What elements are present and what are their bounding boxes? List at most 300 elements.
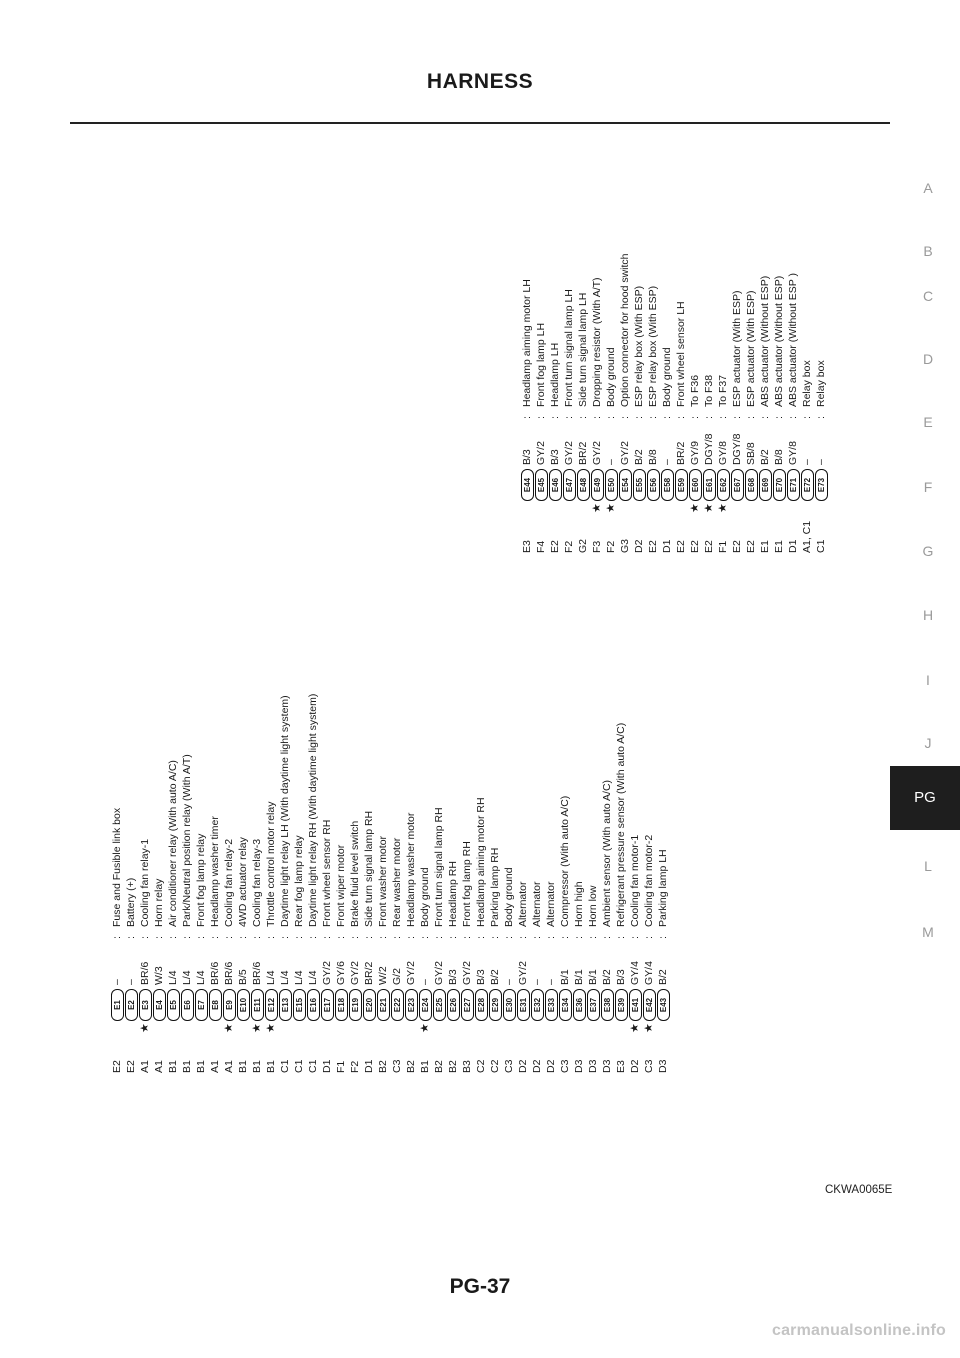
grid-location: B2 bbox=[447, 1060, 459, 1073]
connector-description: Refrigerant pressure sensor (With auto A/C) bbox=[615, 722, 627, 927]
connector-color-pins: – bbox=[815, 459, 827, 465]
connector-number-badge: E56 bbox=[647, 469, 660, 501]
grid-location: G2 bbox=[577, 538, 589, 553]
grid-location: A1 bbox=[223, 1060, 235, 1073]
connector-color-pins: B/3 bbox=[521, 449, 533, 465]
grid-location: D1 bbox=[787, 539, 799, 553]
index-tab-b[interactable]: B bbox=[923, 243, 933, 259]
connector-number-badge: E5 bbox=[167, 989, 180, 1021]
connector-description: Daytime light relay RH (With daytime light system) bbox=[307, 693, 319, 927]
connector-description: To F38 bbox=[703, 374, 715, 407]
connector-description: Body ground bbox=[661, 347, 673, 407]
connector-number-badge: E7 bbox=[195, 989, 208, 1021]
star-marker: ★ bbox=[139, 1023, 151, 1033]
connector-color-pins: GY/2 bbox=[517, 961, 529, 985]
connector-color-pins: – bbox=[419, 979, 431, 985]
connector-color-pins: B/2 bbox=[601, 969, 613, 985]
connector-number-badge: E70 bbox=[773, 469, 786, 501]
connector-number-badge: E44 bbox=[521, 469, 534, 501]
connector-color-pins: GY/2 bbox=[619, 441, 631, 465]
connector-number-badge: E61 bbox=[703, 469, 716, 501]
connector-description: Relay box bbox=[815, 360, 827, 407]
connector-color-pins: – bbox=[661, 459, 673, 465]
connector-description: Compressor (With auto A/C) bbox=[559, 795, 571, 927]
connector-description: Front wheel sensor RH bbox=[321, 819, 333, 927]
separator-colon: : bbox=[111, 936, 123, 939]
connector-description: Alternator bbox=[517, 881, 529, 927]
connector-description: Rear fog lamp relay bbox=[293, 835, 305, 927]
grid-location: C1 bbox=[307, 1059, 319, 1073]
grid-location: A1, C1 bbox=[801, 520, 813, 553]
connector-description: Headlamp washer timer bbox=[209, 816, 221, 927]
grid-location: D2 bbox=[517, 1059, 529, 1073]
separator-colon: : bbox=[633, 416, 645, 419]
connector-color-pins: B/3 bbox=[475, 969, 487, 985]
separator-colon: : bbox=[377, 936, 389, 939]
connector-description: Daytime light relay LH (With daytime light system) bbox=[279, 695, 291, 927]
connector-description: ESP actuator (With ESP) bbox=[745, 290, 757, 407]
connector-color-pins: B/2 bbox=[759, 449, 771, 465]
star-marker: ★ bbox=[689, 503, 701, 513]
grid-location: F3 bbox=[591, 540, 603, 553]
separator-colon: : bbox=[563, 416, 575, 419]
index-tab-h[interactable]: H bbox=[922, 607, 934, 623]
connector-color-pins: L/4 bbox=[293, 970, 305, 985]
connector-description: Dropping resistor (With A/T) bbox=[591, 277, 603, 407]
connector-color-pins: GY/8 bbox=[717, 441, 729, 465]
connector-number-badge: E69 bbox=[759, 469, 772, 501]
grid-location: E2 bbox=[703, 540, 715, 553]
connector-description: Cooling fan relay-3 bbox=[251, 838, 263, 927]
star-marker: ★ bbox=[605, 503, 617, 513]
separator-colon: : bbox=[745, 416, 757, 419]
star-marker: ★ bbox=[265, 1023, 277, 1033]
connector-description: Body ground bbox=[605, 347, 617, 407]
grid-location: C1 bbox=[279, 1059, 291, 1073]
connector-number-badge: E43 bbox=[657, 989, 670, 1021]
separator-colon: : bbox=[601, 936, 613, 939]
separator-colon: : bbox=[153, 936, 165, 939]
connector-color-pins: W/2 bbox=[377, 966, 389, 985]
connector-description: ESP relay box (With ESP) bbox=[647, 285, 659, 407]
connector-number-badge: E17 bbox=[321, 989, 334, 1021]
grid-location: B2 bbox=[433, 1060, 445, 1073]
connector-description: Front wiper motor bbox=[335, 844, 347, 927]
separator-colon: : bbox=[535, 416, 547, 419]
grid-location: C1 bbox=[293, 1059, 305, 1073]
connector-number-badge: E50 bbox=[605, 469, 618, 501]
connector-number-badge: E21 bbox=[377, 989, 390, 1021]
connector-description: Fuse and Fusible link box bbox=[111, 807, 123, 927]
connector-color-pins: GY/2 bbox=[433, 961, 445, 985]
connector-number-badge: E20 bbox=[363, 989, 376, 1021]
connector-color-pins: B/1 bbox=[587, 969, 599, 985]
connector-description: Front turn signal lamp LH bbox=[563, 289, 575, 407]
connector-description: Ambient sensor (With auto A/C) bbox=[601, 779, 613, 927]
connector-number-badge: E23 bbox=[405, 989, 418, 1021]
connector-number-badge: E27 bbox=[461, 989, 474, 1021]
connector-color-pins: DGY/8 bbox=[703, 433, 715, 465]
connector-description: Horn low bbox=[587, 885, 599, 927]
connector-description: Body ground bbox=[503, 867, 515, 927]
separator-colon: : bbox=[307, 936, 319, 939]
index-tab-d[interactable]: D bbox=[922, 351, 934, 367]
figure-code: CKWA0065E bbox=[825, 1184, 893, 1196]
connector-number-badge: E30 bbox=[503, 989, 516, 1021]
connector-color-pins: GY/2 bbox=[461, 961, 473, 985]
grid-location: B1 bbox=[265, 1060, 277, 1073]
grid-location: E2 bbox=[111, 1060, 123, 1073]
separator-colon: : bbox=[521, 416, 533, 419]
connector-number-badge: E15 bbox=[293, 989, 306, 1021]
separator-colon: : bbox=[279, 936, 291, 939]
index-tab-m[interactable]: M bbox=[922, 924, 934, 940]
separator-colon: : bbox=[475, 936, 487, 939]
separator-colon: : bbox=[433, 936, 445, 939]
grid-location: A1 bbox=[209, 1060, 221, 1073]
connector-description: Cooling fan motor-1 bbox=[629, 834, 641, 927]
grid-location: E2 bbox=[675, 540, 687, 553]
connector-description: Alternator bbox=[531, 881, 543, 927]
connector-list-rotated bbox=[110, 213, 827, 1073]
separator-colon: : bbox=[619, 416, 631, 419]
section-index-tabs bbox=[896, 0, 960, 1358]
connector-description: Headlamp RH bbox=[447, 861, 459, 927]
separator-colon: : bbox=[545, 936, 557, 939]
grid-location: F2 bbox=[563, 540, 575, 553]
connector-description: Headlamp LH bbox=[549, 342, 561, 407]
header-rule bbox=[70, 122, 890, 124]
connector-number-badge: E25 bbox=[433, 989, 446, 1021]
index-tab-a[interactable]: A bbox=[923, 180, 933, 196]
connector-description: ESP actuator (With ESP) bbox=[731, 290, 743, 407]
grid-location: D1 bbox=[321, 1059, 333, 1073]
connector-color-pins: BR/2 bbox=[577, 441, 589, 465]
separator-colon: : bbox=[801, 416, 813, 419]
grid-location: D1 bbox=[363, 1059, 375, 1073]
grid-location: D1 bbox=[661, 539, 673, 553]
grid-location: B1 bbox=[419, 1060, 431, 1073]
star-marker: ★ bbox=[717, 503, 729, 513]
connector-description: Brake fluid level switch bbox=[349, 820, 361, 927]
separator-colon: : bbox=[419, 936, 431, 939]
grid-location: F2 bbox=[349, 1060, 361, 1073]
connector-description: Parking lamp RH bbox=[489, 847, 501, 927]
separator-colon: : bbox=[549, 416, 561, 419]
separator-colon: : bbox=[731, 416, 743, 419]
connector-description: Throttle control motor relay bbox=[265, 801, 277, 927]
separator-colon: : bbox=[405, 936, 417, 939]
connector-color-pins: B/3 bbox=[549, 449, 561, 465]
connector-description: To F36 bbox=[689, 374, 701, 407]
connector-color-pins: GY/4 bbox=[629, 961, 641, 985]
connector-color-pins: BR/6 bbox=[139, 961, 151, 985]
connector-color-pins: – bbox=[801, 459, 813, 465]
connector-color-pins: – bbox=[111, 979, 123, 985]
grid-location: C3 bbox=[643, 1059, 655, 1073]
connector-color-pins: B/8 bbox=[647, 449, 659, 465]
separator-colon: : bbox=[167, 936, 179, 939]
connector-description: Side turn signal lamp RH bbox=[363, 810, 375, 927]
connector-color-pins: GY/2 bbox=[321, 961, 333, 985]
connector-number-badge: E36 bbox=[573, 989, 586, 1021]
connector-number-badge: E46 bbox=[549, 469, 562, 501]
connector-color-pins: BR/6 bbox=[251, 961, 263, 985]
grid-location: E2 bbox=[549, 540, 561, 553]
connector-number-badge: E22 bbox=[391, 989, 404, 1021]
connector-number-badge: E39 bbox=[615, 989, 628, 1021]
connector-color-pins: BR/2 bbox=[675, 441, 687, 465]
star-marker: ★ bbox=[223, 1023, 235, 1033]
connector-color-pins: L/4 bbox=[307, 970, 319, 985]
grid-location: E3 bbox=[521, 540, 533, 553]
separator-colon: : bbox=[661, 416, 673, 419]
connector-number-badge: E4 bbox=[153, 989, 166, 1021]
separator-colon: : bbox=[587, 936, 599, 939]
connector-color-pins: GY/2 bbox=[349, 961, 361, 985]
grid-location: B2 bbox=[405, 1060, 417, 1073]
connector-color-pins: W/3 bbox=[153, 966, 165, 985]
connector-number-badge: E6 bbox=[181, 989, 194, 1021]
connector-description: Relay box bbox=[801, 360, 813, 407]
grid-location: B2 bbox=[377, 1060, 389, 1073]
connector-number-badge: E49 bbox=[591, 469, 604, 501]
connector-number-badge: E68 bbox=[745, 469, 758, 501]
connector-number-badge: E45 bbox=[535, 469, 548, 501]
grid-location: F4 bbox=[535, 540, 547, 553]
separator-colon: : bbox=[573, 936, 585, 939]
connector-description: Rear washer motor bbox=[391, 837, 403, 927]
grid-location: B1 bbox=[237, 1060, 249, 1073]
connector-number-badge: E38 bbox=[601, 989, 614, 1021]
connector-color-pins: L/4 bbox=[167, 970, 179, 985]
connector-description: Front fog lamp relay bbox=[195, 833, 207, 927]
grid-location: A1 bbox=[139, 1060, 151, 1073]
connector-number-badge: E31 bbox=[517, 989, 530, 1021]
connector-color-pins: SB/8 bbox=[745, 442, 757, 465]
index-tab-l[interactable]: L bbox=[924, 858, 932, 874]
connector-description: Option connector for hood switch bbox=[619, 253, 631, 407]
connector-description: ABS actuator (Without ESP) bbox=[773, 275, 785, 407]
connector-description: Headlamp aiming motor LH bbox=[521, 279, 533, 407]
separator-colon: : bbox=[815, 416, 827, 419]
connector-color-pins: – bbox=[503, 979, 515, 985]
separator-colon: : bbox=[773, 416, 785, 419]
connector-color-pins: DGY/8 bbox=[731, 433, 743, 465]
connector-description: Side turn signal lamp LH bbox=[577, 292, 589, 407]
grid-location: A1 bbox=[153, 1060, 165, 1073]
separator-colon: : bbox=[759, 416, 771, 419]
grid-location: D3 bbox=[587, 1059, 599, 1073]
connector-description: Front fog lamp LH bbox=[535, 322, 547, 407]
connector-description: Park/Neutral position relay (With A/T) bbox=[181, 754, 193, 927]
grid-location: D3 bbox=[657, 1059, 669, 1073]
connector-color-pins: B/3 bbox=[615, 969, 627, 985]
connector-number-badge: E16 bbox=[307, 989, 320, 1021]
connector-color-pins: B/3 bbox=[447, 969, 459, 985]
connector-color-pins: GY/2 bbox=[405, 961, 417, 985]
grid-location: F2 bbox=[605, 540, 617, 553]
connector-number-badge: E10 bbox=[237, 989, 250, 1021]
index-tab-j[interactable]: J bbox=[924, 735, 932, 751]
connector-description: Alternator bbox=[545, 881, 557, 927]
grid-location: E1 bbox=[773, 540, 785, 553]
grid-location: E2 bbox=[731, 540, 743, 553]
separator-colon: : bbox=[391, 936, 403, 939]
star-marker: ★ bbox=[419, 1023, 431, 1033]
connector-number-badge: E32 bbox=[531, 989, 544, 1021]
separator-colon: : bbox=[321, 936, 333, 939]
connector-number-badge: E26 bbox=[447, 989, 460, 1021]
connector-number-badge: E12 bbox=[265, 989, 278, 1021]
connector-number-badge: E24 bbox=[419, 989, 432, 1021]
grid-location: B3 bbox=[461, 1060, 473, 1073]
connector-number-badge: E3 bbox=[139, 989, 152, 1021]
grid-location: C3 bbox=[559, 1059, 571, 1073]
connector-color-pins: BR/6 bbox=[209, 961, 221, 985]
connector-number-badge: E11 bbox=[251, 989, 264, 1021]
connector-number-badge: E13 bbox=[279, 989, 292, 1021]
connector-number-badge: E60 bbox=[689, 469, 702, 501]
connector-color-pins: L/4 bbox=[195, 970, 207, 985]
grid-location: B1 bbox=[181, 1060, 193, 1073]
connector-description: 4WD actuator relay bbox=[237, 837, 249, 927]
connector-description: Cooling fan relay-1 bbox=[139, 838, 151, 927]
star-marker: ★ bbox=[643, 1023, 655, 1033]
grid-location: E2 bbox=[125, 1060, 137, 1073]
connector-number-badge: E2 bbox=[125, 989, 138, 1021]
connector-color-pins: BR/2 bbox=[363, 961, 375, 985]
connector-number-badge: E28 bbox=[475, 989, 488, 1021]
connector-description: Horn high bbox=[573, 881, 585, 927]
connector-number-badge: E29 bbox=[489, 989, 502, 1021]
separator-colon: : bbox=[447, 936, 459, 939]
separator-colon: : bbox=[577, 416, 589, 419]
connector-color-pins: – bbox=[125, 979, 137, 985]
connector-description: Horn relay bbox=[153, 878, 165, 927]
separator-colon: : bbox=[615, 936, 627, 939]
grid-location: C2 bbox=[475, 1059, 487, 1073]
connector-number-badge: E58 bbox=[661, 469, 674, 501]
separator-colon: : bbox=[591, 416, 603, 419]
separator-colon: : bbox=[647, 416, 659, 419]
connector-number-badge: E19 bbox=[349, 989, 362, 1021]
connector-number-badge: E48 bbox=[577, 469, 590, 501]
separator-colon: : bbox=[223, 936, 235, 939]
grid-location: B1 bbox=[195, 1060, 207, 1073]
index-tab-g[interactable]: G bbox=[922, 543, 934, 559]
connector-color-pins: G/2 bbox=[391, 968, 403, 985]
connector-number-badge: E41 bbox=[629, 989, 642, 1021]
separator-colon: : bbox=[657, 936, 669, 939]
grid-location: D2 bbox=[633, 539, 645, 553]
connector-color-pins: L/4 bbox=[265, 970, 277, 985]
grid-location: C1 bbox=[815, 539, 827, 553]
separator-colon: : bbox=[237, 936, 249, 939]
connector-color-pins: GY/6 bbox=[335, 961, 347, 985]
index-tab-pg[interactable]: PG bbox=[890, 766, 960, 830]
grid-location: D3 bbox=[601, 1059, 613, 1073]
connector-number-badge: E67 bbox=[731, 469, 744, 501]
connector-description: Front turn signal lamp RH bbox=[433, 807, 445, 927]
connector-color-pins: GY/8 bbox=[787, 441, 799, 465]
connector-number-badge: E59 bbox=[675, 469, 688, 501]
connector-description: ESP relay box (With ESP) bbox=[633, 285, 645, 407]
connector-description: ABS actuator (Without ESP) bbox=[759, 275, 771, 407]
separator-colon: : bbox=[559, 936, 571, 939]
connector-description: Headlamp aiming motor RH bbox=[475, 797, 487, 927]
connector-color-pins: GY/2 bbox=[563, 441, 575, 465]
index-tab-c[interactable]: C bbox=[922, 288, 934, 304]
connector-number-badge: E54 bbox=[619, 469, 632, 501]
grid-location: E2 bbox=[689, 540, 701, 553]
connector-description: To F37 bbox=[717, 374, 729, 407]
separator-colon: : bbox=[643, 936, 655, 939]
connector-color-pins: B/5 bbox=[237, 969, 249, 985]
connector-number-badge: E37 bbox=[587, 989, 600, 1021]
separator-colon: : bbox=[251, 936, 263, 939]
connector-number-badge: E18 bbox=[335, 989, 348, 1021]
connector-number-badge: E34 bbox=[559, 989, 572, 1021]
connector-description: Headlamp washer motor bbox=[405, 812, 417, 927]
separator-colon: : bbox=[125, 936, 137, 939]
grid-location: B1 bbox=[251, 1060, 263, 1073]
separator-colon: : bbox=[629, 936, 641, 939]
separator-colon: : bbox=[139, 936, 151, 939]
grid-location: C3 bbox=[391, 1059, 403, 1073]
index-tab-i[interactable]: I bbox=[926, 672, 930, 688]
separator-colon: : bbox=[195, 936, 207, 939]
separator-colon: : bbox=[503, 936, 515, 939]
connector-color-pins: B/2 bbox=[489, 969, 501, 985]
connector-color-pins: GY/2 bbox=[591, 441, 603, 465]
connector-number-badge: E9 bbox=[223, 989, 236, 1021]
connector-number-badge: E73 bbox=[815, 469, 828, 501]
connector-description: Battery (+) bbox=[125, 877, 137, 927]
connector-color-pins: L/4 bbox=[181, 970, 193, 985]
separator-colon: : bbox=[489, 936, 501, 939]
grid-location: D2 bbox=[545, 1059, 557, 1073]
connector-number-badge: E47 bbox=[563, 469, 576, 501]
separator-colon: : bbox=[531, 936, 543, 939]
star-marker: ★ bbox=[251, 1023, 263, 1033]
watermark: carmanualsonline.info bbox=[771, 1322, 946, 1339]
connector-number-badge: E71 bbox=[787, 469, 800, 501]
index-tab-f[interactable]: F bbox=[923, 479, 933, 495]
grid-location: E2 bbox=[647, 540, 659, 553]
connector-color-pins: L/4 bbox=[279, 970, 291, 985]
separator-colon: : bbox=[363, 936, 375, 939]
connector-number-badge: E42 bbox=[643, 989, 656, 1021]
separator-colon: : bbox=[181, 936, 193, 939]
connector-color-pins: GY/4 bbox=[643, 961, 655, 985]
separator-colon: : bbox=[675, 416, 687, 419]
index-tab-e[interactable]: E bbox=[923, 414, 933, 430]
connector-color-pins: – bbox=[531, 979, 543, 985]
connector-description: Front fog lamp RH bbox=[461, 841, 473, 927]
connector-number-badge: E8 bbox=[209, 989, 222, 1021]
connector-description: Body ground bbox=[419, 867, 431, 927]
grid-location: D3 bbox=[573, 1059, 585, 1073]
grid-location: E2 bbox=[745, 540, 757, 553]
connector-description: ABS actuator (Without ESP ) bbox=[787, 272, 799, 407]
separator-colon: : bbox=[787, 416, 799, 419]
connector-color-pins: B/8 bbox=[773, 449, 785, 465]
connector-number-badge: E62 bbox=[717, 469, 730, 501]
connector-number-badge: E1 bbox=[111, 989, 124, 1021]
separator-colon: : bbox=[689, 416, 701, 419]
separator-colon: : bbox=[605, 416, 617, 419]
